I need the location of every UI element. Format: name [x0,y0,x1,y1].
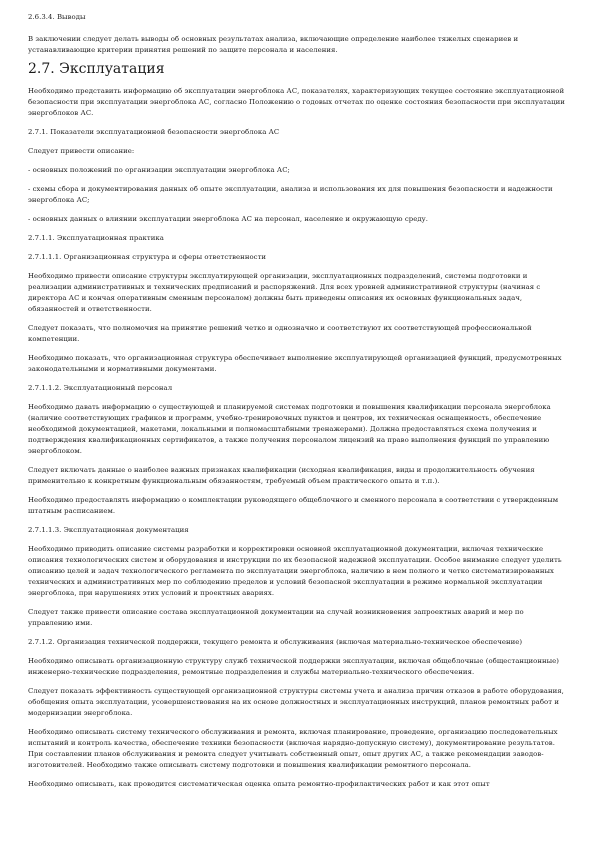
list-item-impact-data: - основных данных о влиянии эксплуатации энергоблока АС на персонал, население и окружающую среду. [28,215,428,223]
paragraph-support-structure: Необходимо описывать организационную структуру служб технической поддержки эксплуатации, включая общеблочные (общестанционные) инженерно-технические подразделения, ремонтные подразделения и службы материально-технического обеспечения. [28,657,560,676]
paragraph-org-structure: Необходимо привести описание структуры эксплуатирующей организации, эксплуатационных подразделений, системы подготовки и реализации административных и технических предписаний и распоряжений. Для всех уровней административной структуры (начиная с директора АС и кончая оперативным сменным персоналом) должны быть приведены описания их основных функциональных задач, обязанностей и ответственности. [28,272,541,313]
document-page [28,12,568,790]
paragraph-failure-analysis: Следует показать эффективность существующей организационной структуры системы учета и анализа причин отказов в работе оборудования, обобщения опыта эксплуатации, усовершенствования на их основе должностных и эксплуатационных инструкций, планов ремонтных работ и модернизации энергоблока. [28,687,564,717]
paragraph-qualification-data: Следует включать данные о наиболее важных признаках квалификации (исходная квалификация, виды и продолжительность обучения применительно к конкретным функциональным обязанностям, требуемый объем практического опыта и т.п.). [28,466,535,485]
paragraph-staffing: Необходимо предоставлять информацию о комплектации руководящего общеблочного и сменного персонала в соответствии с утвержденным штатным расписанием. [28,496,559,515]
paragraph-maintenance-system: Необходимо описывать систему технического обслуживания и ремонта, включая планирование, проведение, организацию последовательных испытаний и контроль качества, обеспечение техники безопасности (включая нарядно-допускную систему), документирование результатов. При составлении планов обслуживания и ремонта следует учитывать собственный опыт, опыт других АС, а также рекомендации заводов-изготовителей. Необходимо также описывать систему подготовки и повышения квалификации ремонтного персонала. [28,728,558,769]
list-item-main-provisions: - основных положений по организации эксплуатации энергоблока АС; [28,166,290,174]
list-item-data-collection-scheme: - схемы сбора и документирования данных об опыте эксплуатации, анализа и использования их для повышения безопасности и надежности энергоблока АС; [28,185,553,204]
subsection-heading-2-7-1-2: 2.7.1.2. Организация технической поддержки, текущего ремонта и обслуживания (включая материально-техническое обеспечение) [28,638,523,646]
subsection-heading-2-7-1-1-1: 2.7.1.1.1. Организационная структура и сферы ответственности [28,253,267,261]
paragraph-decision-authority: Следует показать, что полномочия на принятие решений четко и однозначно и соответствуют их соответствующей профессиональной компетенции. [28,324,532,343]
subsection-heading-conclusions: 2.6.3.4. Выводы [28,13,86,21]
paragraph-maintenance-evaluation: Необходимо описывать, как проводится систематическая оценка опыта ремонтно-профилактических работ и как этот опыт [28,780,490,788]
subsection-heading-2-7-1-1: 2.7.1.1. Эксплуатационная практика [28,234,164,242]
paragraph-org-functions: Необходимо показать, что организационная структура обеспечивает выполнение эксплуатирующей организацией функций, предусмотренных законодательными и нормативными документами. [28,354,562,373]
paragraph-documentation-system: Необходимо приводить описание системы разработки и корректировки основной эксплуатационной документации, включая технические описания технологических систем и оборудования и инструкции по их безопасной надежной эксплуатации. Особое внимание следует уделить описанию целей и задач технологического регламента по эксплуатации энергоблока, наличию в нем полного и четко систематизированных технических и административных мер по соблюдению пределов и условий безопасной эксплуатации в режиме нормальной эксплуатации энергоблока, при нарушениях этих условий и проектных авариях. [28,545,562,597]
paragraph-training-system: Необходимо давать информацию о существующей и планируемой системах подготовки и повышения квалификации персонала энергоблока (наличие соответствующих графиков и программ, учебно-тренировочных пунктов и центров, их техническая оснащенность, обеспечение необходимой документацией, макетами, локальными и полномасштабными тренажерами). Должна предоставляться схема получения и подтверждения квалификационных сертификатов, а также получения персоналом лицензий на право выполнения функций по управлению энергоблоком. [28,403,551,455]
section-title-operation: 2.7. Эксплуатация [28,61,165,77]
subsection-heading-2-7-1: 2.7.1. Показатели эксплуатационной безопасности энергоблока АС [28,128,280,136]
paragraph-provide-description: Следует привести описание: [28,147,135,155]
paragraph-operation-intro: Необходимо представить информацию об эксплуатации энергоблока АС, показателях, характеризующих текущее состояние эксплуатационной безопасности при эксплуатации энергоблока АС, согласно Положению о годовых отчетах по оценке состояния безопасности при эксплуатации энергоблоков АС. [28,87,565,117]
subsection-heading-2-7-1-1-2: 2.7.1.1.2. Эксплуатационный персонал [28,384,173,392]
paragraph-conclusions: В заключении следует делать выводы об основных результатах анализа, включающие определение наиболее тяжелых сценариев и устанавливающие критерии принятия решений по защите персонала и населения. [28,35,519,54]
subsection-heading-2-7-1-1-3: 2.7.1.1.3. Эксплуатационная документация [28,526,189,534]
paragraph-beyond-design-docs: Следует также привести описание состава эксплуатационной документации на случай возникновения запроектных аварий и мер по управлению ими. [28,608,524,627]
